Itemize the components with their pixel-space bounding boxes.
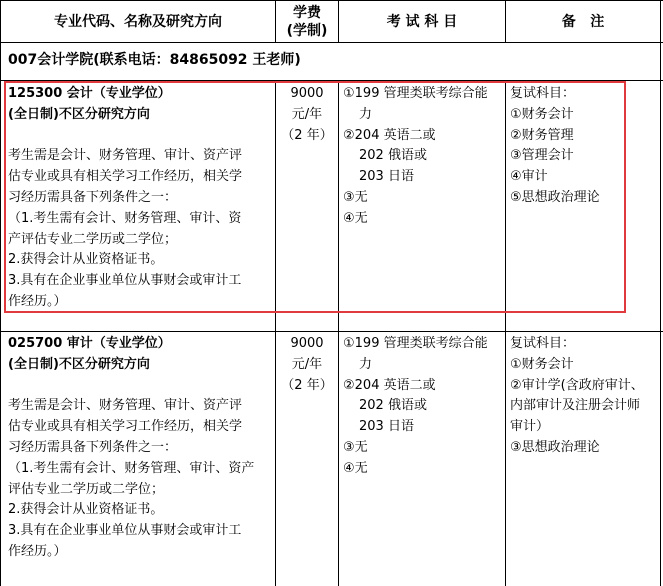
program-2-note-line: ②审计学(含政府审计、 bbox=[510, 377, 644, 393]
program-1-note-line: ②财务管理 bbox=[510, 127, 574, 143]
program-1-note-line: ①财务会计 bbox=[510, 106, 574, 122]
header-tuition-line1: 学费 bbox=[293, 4, 321, 21]
program-1-fee-unit: 元/年 bbox=[291, 106, 323, 122]
program-2-note-line: ③思想政治理论 bbox=[510, 439, 600, 455]
program-1-req-line: 估专业或具有相关学习工作经历，相关学 bbox=[8, 169, 243, 185]
program-2-mode: (全日制)不区分研究方向 bbox=[8, 356, 150, 372]
program-1-note-line: 复试科目： bbox=[510, 86, 576, 101]
program-2-req-line: 3.具有在企业事业单位从事财会或审计工 bbox=[8, 523, 242, 539]
program-1-exam-line: 202 俄语或 bbox=[359, 148, 427, 164]
col-divider-2 bbox=[338, 80, 339, 586]
col-divider-1 bbox=[275, 80, 276, 586]
header-program-code-name bbox=[1, 1, 275, 42]
program-1-req-line: 作经历。） bbox=[8, 293, 67, 309]
col-divider-3 bbox=[505, 80, 506, 586]
program-1-exam-line: ④无 bbox=[343, 210, 368, 226]
program-2-note-line: 复试科目： bbox=[510, 336, 576, 351]
program-separator-line bbox=[0, 331, 663, 332]
program-2-tuition bbox=[276, 334, 338, 396]
program-1-note-line: ⑤思想政治理论 bbox=[510, 189, 600, 205]
program-2-exam-line: ③无 bbox=[343, 439, 368, 455]
program-1-req-line: 考生需是会计、财务管理、审计、资产评 bbox=[8, 148, 243, 164]
header-exam-subjects bbox=[339, 1, 505, 42]
program-1-mode: (全日制)不区分研究方向 bbox=[8, 106, 150, 122]
program-2-req-line: 习经历需具备下列条件之一： bbox=[8, 439, 178, 455]
program-2-req-line: （1.考生需有会计、财务管理、审计、资产 bbox=[8, 460, 255, 476]
college-title: 007会计学院(联系电话：84865092 王老师) bbox=[8, 52, 301, 68]
program-1-exam-line: ③无 bbox=[343, 189, 368, 205]
program-2-info bbox=[8, 334, 274, 563]
program-1-info bbox=[8, 84, 274, 313]
program-1-notes bbox=[510, 84, 658, 209]
program-1-req-line: （1.考生需有会计、财务管理、审计、资 bbox=[8, 210, 242, 226]
table-border-left bbox=[0, 0, 1, 586]
program-2-note-line: ①财务会计 bbox=[510, 356, 574, 372]
program-2-exam-line: ②204 英语二或 bbox=[343, 377, 436, 393]
program-2-duration: （2 年） bbox=[281, 377, 333, 393]
program-1-duration: （2 年） bbox=[281, 127, 333, 143]
program-2-req-line: 估专业或具有相关学习工作经历，相关学 bbox=[8, 419, 243, 435]
spacer-line bbox=[8, 126, 274, 147]
program-2-exam-line: ①199 管理类联考综合能 bbox=[343, 336, 488, 351]
header-tuition-line2: (学制) bbox=[286, 22, 328, 39]
header-col4-text: 备 注 bbox=[561, 13, 605, 30]
program-1-code-name: 125300 会计（专业学位） bbox=[8, 86, 171, 101]
header-tuition bbox=[276, 1, 338, 42]
program-2-fee: 9000 bbox=[290, 336, 324, 351]
program-1-tuition bbox=[276, 84, 338, 146]
program-1-exam-line: ②204 英语二或 bbox=[343, 127, 436, 143]
header-bottom-border bbox=[0, 42, 663, 43]
program-1-req-line: 习经历需具备下列条件之一： bbox=[8, 189, 178, 205]
program-2-exams bbox=[343, 334, 503, 480]
program-2-req-line: 2.获得会计从业资格证书。 bbox=[8, 502, 164, 518]
program-2-code-name: 025700 审计（专业学位） bbox=[8, 336, 171, 351]
program-2-req-line: 作经历。） bbox=[8, 543, 67, 559]
program-2-exam-line: 力 bbox=[359, 356, 373, 372]
program-2-exam-line: 203 日语 bbox=[359, 419, 414, 435]
program-2-req-line: 考生需是会计、财务管理、审计、资产评 bbox=[8, 398, 243, 414]
program-1-exam-line: 力 bbox=[359, 106, 373, 122]
program-2-note-line: 审计） bbox=[510, 419, 550, 435]
program-2-req-line: 评估专业二学历或二学位； bbox=[8, 481, 165, 497]
program-1-note-line: ③管理会计 bbox=[510, 148, 574, 164]
program-2-fee-unit: 元/年 bbox=[291, 356, 323, 372]
header-col3-text: 考 试 科 目 bbox=[386, 13, 458, 30]
program-1-exams bbox=[343, 84, 503, 230]
program-1-req-line: 3.具有在企业事业单位从事财会或审计工 bbox=[8, 273, 242, 289]
program-2-note-line: 内部审计及注册会计师 bbox=[510, 398, 641, 414]
program-1-exam-line: ①199 管理类联考综合能 bbox=[343, 86, 488, 101]
header-col1-text: 专业代码、名称及研究方向 bbox=[54, 13, 222, 30]
college-row-bottom-border bbox=[0, 80, 663, 81]
program-2-exam-line: ④无 bbox=[343, 460, 368, 476]
program-1-req-line: 产评估专业二学历或二学位； bbox=[8, 231, 178, 247]
program-1-req-line: 2.获得会计从业资格证书。 bbox=[8, 252, 164, 268]
program-1-note-line: ④审计 bbox=[510, 169, 548, 185]
program-2-exam-line: 202 俄语或 bbox=[359, 398, 427, 414]
header-notes bbox=[506, 1, 660, 42]
program-1-exam-line: 203 日语 bbox=[359, 169, 414, 185]
spacer-line bbox=[8, 376, 274, 397]
program-1-fee: 9000 bbox=[290, 86, 324, 101]
program-2-notes bbox=[510, 334, 658, 459]
table-border-right bbox=[660, 0, 661, 586]
